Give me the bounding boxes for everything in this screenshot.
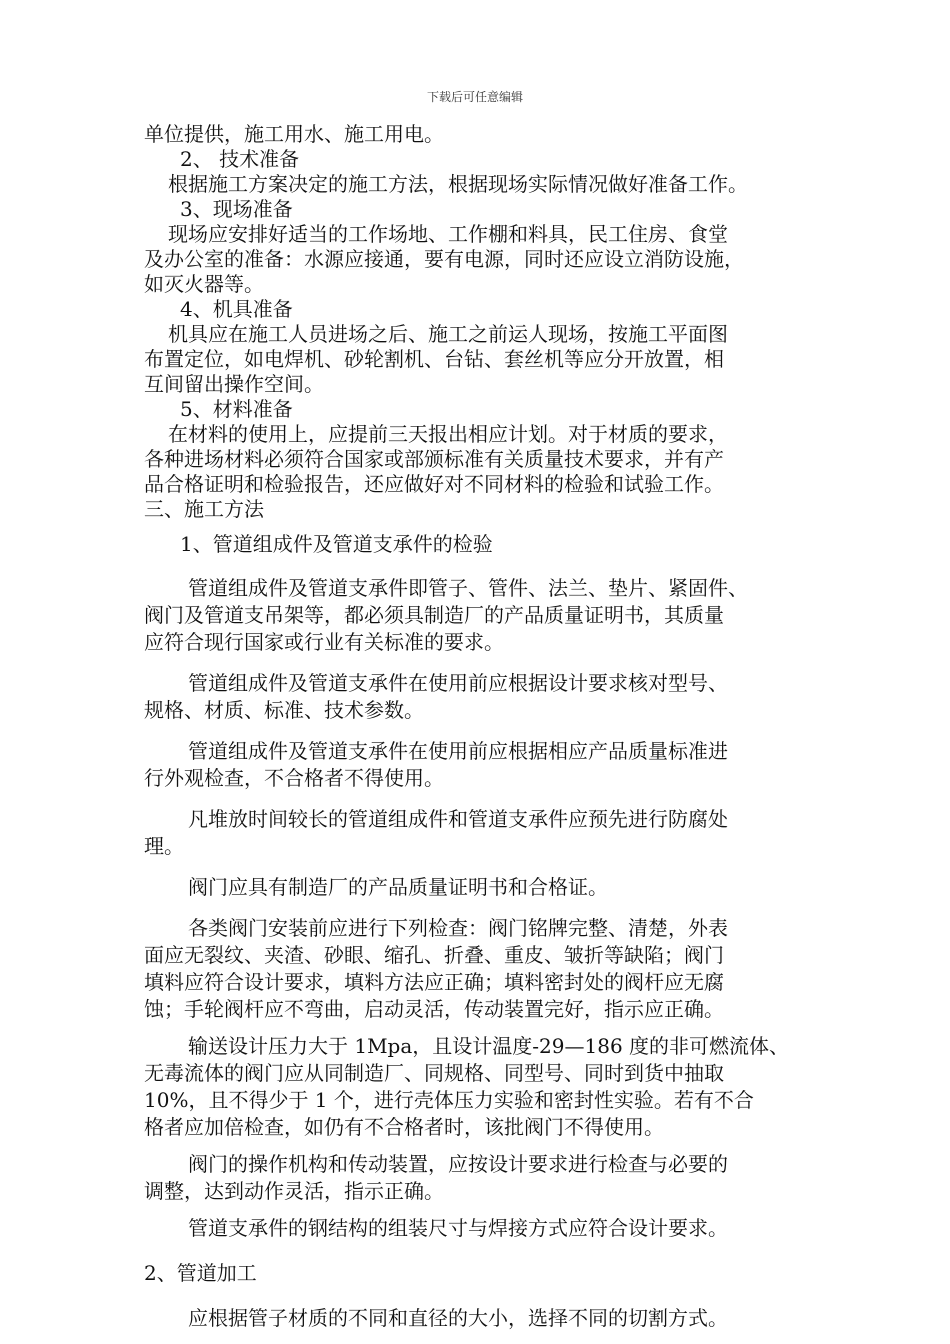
body-line: 调整，达到动作灵活，指示正确。	[144, 1179, 444, 1203]
body-line: 现场应安排好适当的工作场地、工作棚和料具，民工住房、食堂	[168, 222, 728, 246]
body-line: 规格、材质、标准、技术参数。	[144, 698, 424, 722]
body-line: 填料应符合设计要求，填料方法应正确；填料密封处的阀杆应无腐	[144, 970, 724, 994]
body-line: 10%，且不得少于 1 个，进行壳体压力实验和密封性实验。若有不合	[144, 1088, 754, 1112]
body-line: 品合格证明和检验报告，还应做好对不同材料的检验和试验工作。	[144, 472, 724, 496]
body-line: 无毒流体的阀门应从同制造厂、同规格、同型号、同时到货中抽取	[144, 1061, 724, 1085]
section-heading-pipe-processing: 2、管道加工	[144, 1261, 257, 1285]
chapter-heading-construction-method: 三、施工方法	[144, 497, 264, 521]
section-heading-site-prep: 3、现场准备	[180, 197, 293, 221]
body-line: 如灭火器等。	[144, 272, 264, 296]
body-line: 理。	[144, 834, 184, 858]
body-line: 单位提供，施工用水、施工用电。	[144, 122, 444, 146]
body-line: 应符合现行国家或行业有关标准的要求。	[144, 630, 504, 654]
body-line: 阀门的操作机构和传动装置，应按设计要求进行检查与必要的	[188, 1152, 728, 1176]
body-line: 蚀；手轮阀杆应不弯曲，启动灵活，传动装置完好，指示应正确。	[144, 997, 724, 1021]
body-line: 及办公室的准备：水源应接通，要有电源，同时还应设立消防设施，	[144, 247, 744, 271]
body-line: 应根据管子材质的不同和直径的大小，选择不同的切割方式。	[188, 1306, 728, 1330]
body-line: 输送设计压力大于 1Mpa，且设计温度-29—186 度的非可燃流体、	[188, 1034, 790, 1058]
body-line: 机具应在施工人员进场之后、施工之前运人现场，按施工平面图	[168, 322, 728, 346]
body-line: 根据施工方案决定的施工方法，根据现场实际情况做好准备工作。	[168, 172, 748, 196]
body-line: 阀门应具有制造厂的产品质量证明书和合格证。	[188, 875, 608, 899]
body-line: 各种进场材料必须符合国家或部颁标准有关质量技术要求，并有产	[144, 447, 724, 471]
section-heading-material-prep: 5、材料准备	[180, 397, 293, 421]
document-body	[144, 122, 824, 1332]
body-line: 互间留出操作空间。	[144, 372, 324, 396]
section-heading-inspection: 1、管道组成件及管道支承件的检验	[180, 532, 493, 556]
section-heading-equipment-prep: 4、机具准备	[180, 297, 293, 321]
body-line: 各类阀门安装前应进行下列检查：阀门铭牌完整、清楚，外表	[188, 916, 728, 940]
section-heading-technical-prep: 2、 技术准备	[180, 147, 300, 171]
body-line: 格者应加倍检查，如仍有不合格者时，该批阀门不得使用。	[144, 1115, 664, 1139]
body-line: 阀门及管道支吊架等，都必须具制造厂的产品质量证明书，其质量	[144, 603, 724, 627]
body-line: 管道组成件及管道支承件在使用前应根据相应产品质量标准进	[188, 739, 728, 763]
body-line: 行外观检查，不合格者不得使用。	[144, 766, 444, 790]
page-header: 下载后可任意编辑	[426, 90, 523, 104]
body-line: 面应无裂纹、夹渣、砂眼、缩孔、折叠、重皮、皱折等缺陷；阀门	[144, 943, 724, 967]
body-line: 在材料的使用上，应提前三天报出相应计划。对于材质的要求，	[168, 422, 728, 446]
body-line: 管道支承件的钢结构的组装尺寸与焊接方式应符合设计要求。	[188, 1216, 728, 1240]
body-line: 凡堆放时间较长的管道组成件和管道支承件应预先进行防腐处	[188, 807, 728, 831]
body-line: 管道组成件及管道支承件即管子、管件、法兰、垫片、紧固件、	[188, 576, 748, 600]
body-line: 管道组成件及管道支承件在使用前应根据设计要求核对型号、	[188, 671, 728, 695]
body-line: 布置定位，如电焊机、砂轮割机、台钻、套丝机等应分开放置，相	[144, 347, 724, 371]
